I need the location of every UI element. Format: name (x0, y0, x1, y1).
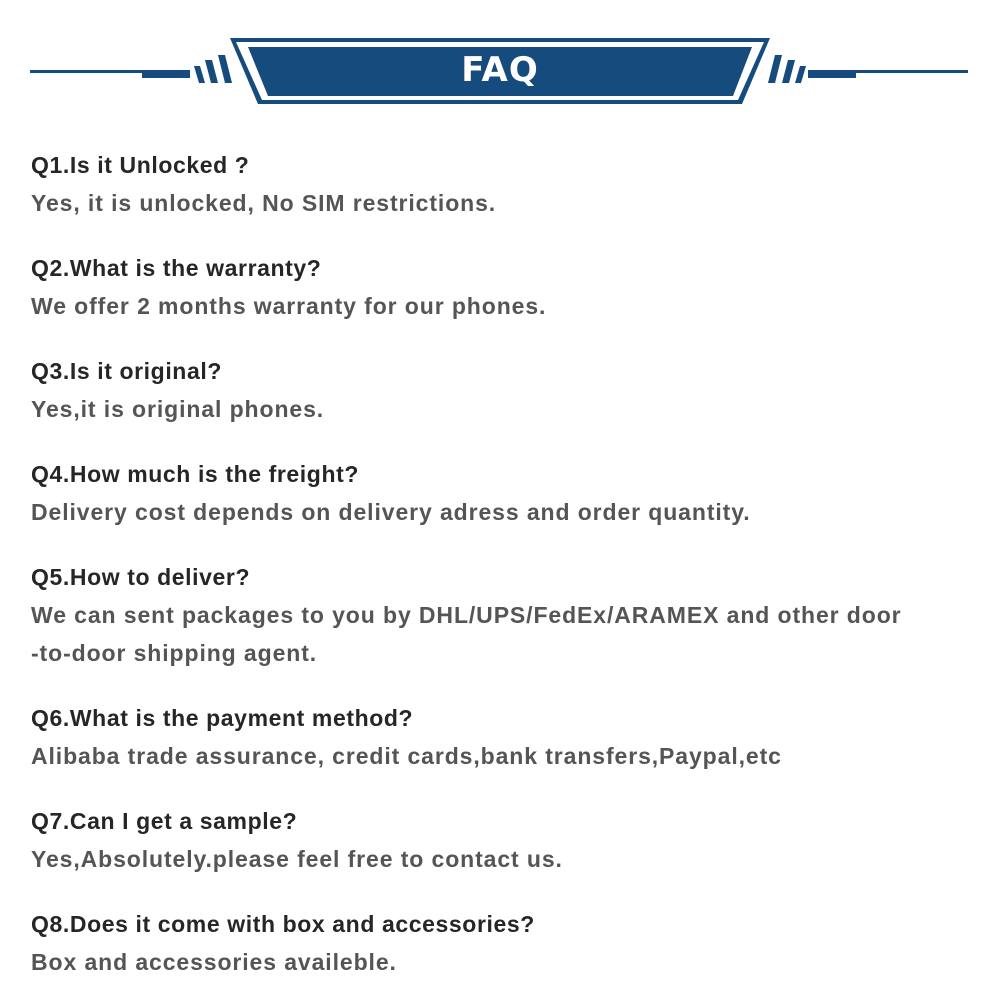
question: Q2.What is the warranty? (31, 255, 322, 281)
faq-item (31, 146, 991, 222)
question: Q3.Is it original? (31, 358, 222, 384)
answer: Box and accessories availeble. (31, 949, 397, 975)
question: Q6.What is the payment method? (31, 705, 414, 731)
answer: Yes,Absolutely.please feel free to contact us. (31, 846, 563, 872)
question: Q8.Does it come with box and accessories? (31, 911, 535, 937)
faq-item (31, 558, 991, 672)
question: Q4.How much is the freight? (31, 461, 360, 487)
answer: We can sent packages to you by DHL/UPS/FedEx/ARAMEX and other door (31, 602, 902, 628)
faq-item (31, 802, 991, 878)
question: Q1.Is it Unlocked ? (31, 152, 250, 178)
faq-item (31, 699, 991, 775)
answer: Yes,it is original phones. (31, 396, 325, 422)
faq-list (31, 146, 991, 1008)
faq-item (31, 352, 991, 428)
faq-item (31, 905, 991, 981)
faq-item (31, 249, 991, 325)
answer: Yes, it is unlocked, No SIM restrictions. (31, 190, 497, 216)
answer: We offer 2 months warranty for our phones. (31, 293, 547, 319)
answer: Delivery cost depends on delivery adress and order quantity. (31, 499, 751, 525)
page-title: FAQ (461, 50, 539, 90)
question: Q5.How to deliver? (31, 564, 251, 590)
faq-item (31, 455, 991, 531)
answer-continued: -to-door shipping agent. (31, 640, 318, 666)
question: Q7.Can I get a sample? (31, 808, 298, 834)
answer: Alibaba trade assurance, credit cards,bank transfers,Paypal,etc (31, 743, 782, 769)
